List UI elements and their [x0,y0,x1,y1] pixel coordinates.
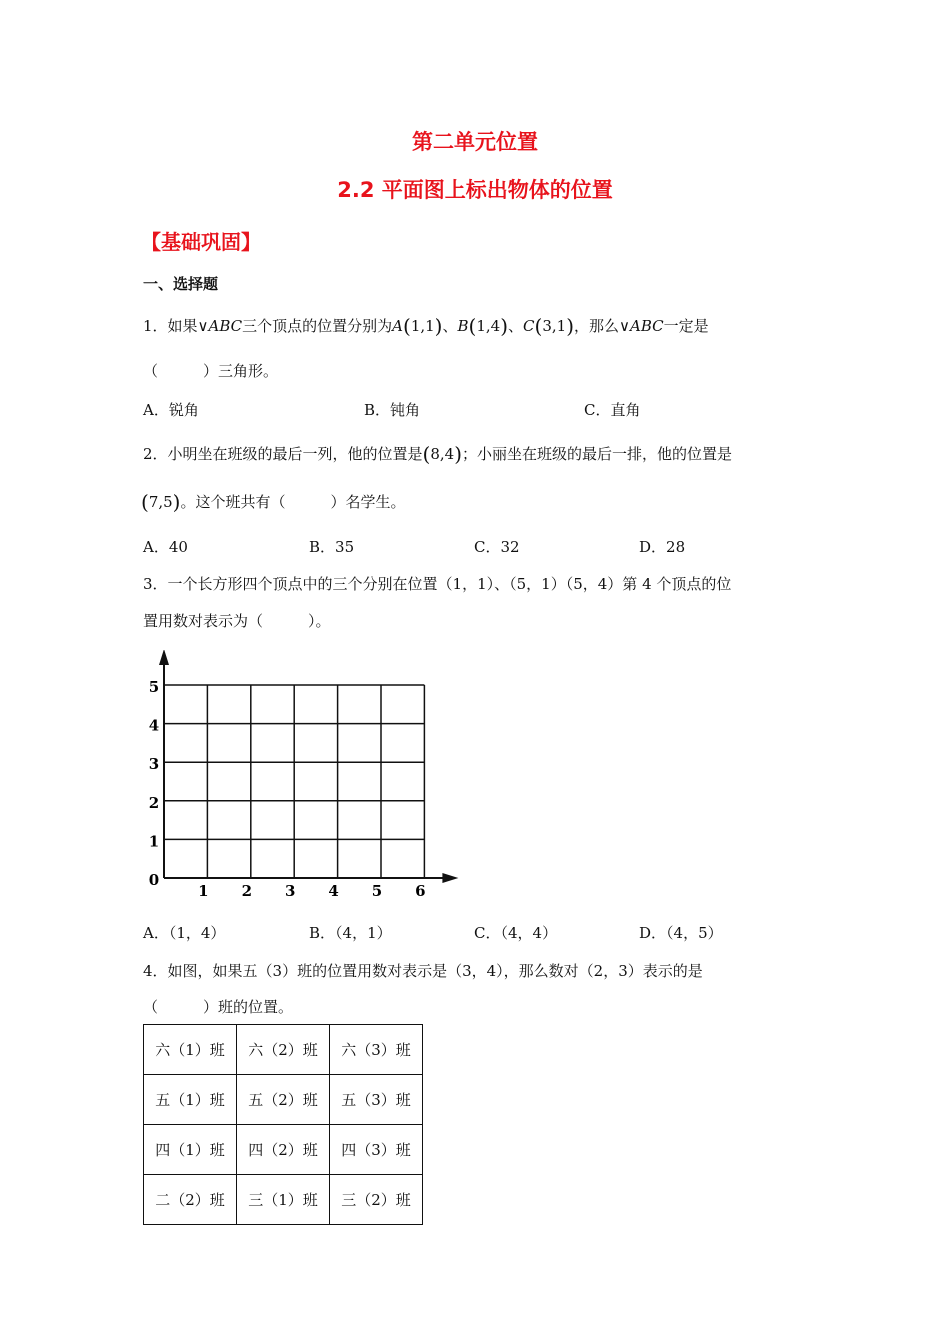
y-tick-label: 0 [148,871,160,889]
y-tick-label: 4 [148,716,160,735]
q4-line2: （ ）班的位置。 [143,998,294,1016]
q1-line2: （ ）三角形。 [143,362,279,380]
q2-line2: (7,5)。这个班共有（ ）名学生。 [141,490,406,514]
y-tick-label: 2 [148,793,160,812]
q3-option-b: B．（4，1） [309,924,392,942]
table-row [144,1025,423,1075]
x-tick-label: 6 [415,882,426,900]
q1-text: ，那么 [574,317,620,335]
q2-option-a: A．40 [143,538,188,556]
x-axis-arrow-icon [442,873,458,883]
table-cell: 六（1）班 [144,1025,237,1075]
q4-class-table [143,1024,423,1225]
section-heading: 【基础巩固】 [141,230,261,254]
table-cell: 四（3）班 [330,1125,423,1175]
q1-text: 三个顶点的位置分别为 [242,317,393,335]
q3-option-c: C．（4，4） [474,924,558,942]
x-tick-label: 2 [241,882,253,900]
q2-coord-xiaoming: 8,4 [430,445,455,463]
q1-point-c-coord: 3,1 [542,317,567,335]
x-tick-label: 4 [328,882,339,900]
table-cell: 二（2）班 [144,1175,237,1225]
q2-text: ；小丽坐在班级的最后一排，他的位置是 [462,445,733,463]
table-cell: 五（2）班 [237,1075,330,1125]
table-cell: 三（2）班 [330,1175,423,1225]
q1-option-b: B．钝角 [364,401,421,419]
q3-line2: 置用数对表示为（ ）。 [143,612,331,630]
q1-point-a-label: A [392,317,403,335]
q3-line1: 3．一个长方形四个顶点中的三个分别在位置（1，1）、（5，1）（5，4）第 4 个顶点的位 [143,575,732,593]
q2-text: 。这个班共有（ ）名学生。 [180,493,406,511]
q1-option-a: A．锐角 [143,401,199,419]
y-tick-label: 3 [148,755,160,774]
q2-line1: 2．小明坐在班级的最后一列，他的位置是(8,4)；小丽坐在班级的最后一排，他的位置是 [143,442,733,466]
q3-x-labels [198,882,425,900]
q1-option-c: C．直角 [584,401,641,419]
q1-triangle: ∨ABC [197,317,243,335]
q1-point-b-coord: 1,4 [476,317,501,335]
x-tick-label: 3 [284,882,296,900]
table-row [144,1175,423,1225]
table-cell: 六（3）班 [330,1025,423,1075]
q1-sep: 、 [508,317,524,335]
q3-grid-lines [164,685,424,878]
q2-option-c: C．32 [474,538,520,556]
table-row [144,1125,423,1175]
q3-option-a: A．（1，4） [143,924,226,942]
table-cell: 五（1）班 [144,1075,237,1125]
page-title: 第二单元位置 [412,130,538,154]
q1-point-b-label: B [457,317,469,335]
x-tick-label: 5 [371,882,383,900]
y-tick-label: 5 [148,678,160,696]
table-cell: 四（1）班 [144,1125,237,1175]
q2-option-b: B．35 [309,538,355,556]
q1-line1: 1．如果∨ABC三个顶点的位置分别为A(1,1)、B(1,4)、C(3,1)，那么∨ABC一定是 [143,314,709,338]
y-tick-label: 1 [148,832,160,851]
q3-y-labels [149,678,159,889]
q2-option-d: D．28 [639,538,686,556]
q4-line1: 4．如图，如果五（3）班的位置用数对表示是（3，4），那么数对（2，3）表示的是 [143,962,703,980]
q1-point-a-coord: 1,1 [410,317,435,335]
q3-grid-figure [140,650,470,905]
table-cell: 六（2）班 [237,1025,330,1075]
q1-sep: 、 [442,317,458,335]
question-type-heading: 一、选择题 [143,275,219,293]
q3-option-d: D．（4，5） [639,924,723,942]
table-cell: 三（1）班 [237,1175,330,1225]
y-axis-arrow-icon [159,650,169,665]
table-row [144,1075,423,1125]
page-subtitle: 2.2 平面图上标出物体的位置 [337,178,613,202]
q1-point-c-label: C [523,317,535,335]
q1-triangle: ∨ABC [619,317,664,335]
q1-prefix: 1．如果 [143,317,198,335]
x-tick-label: 1 [198,882,209,900]
q2-coord-xiaoli: 7,5 [148,493,173,511]
table-cell: 四（2）班 [237,1125,330,1175]
table-cell: 五（3）班 [330,1075,423,1125]
q2-text: 2．小明坐在班级的最后一列，他的位置是 [143,445,423,463]
q1-text: 一定是 [663,317,709,335]
